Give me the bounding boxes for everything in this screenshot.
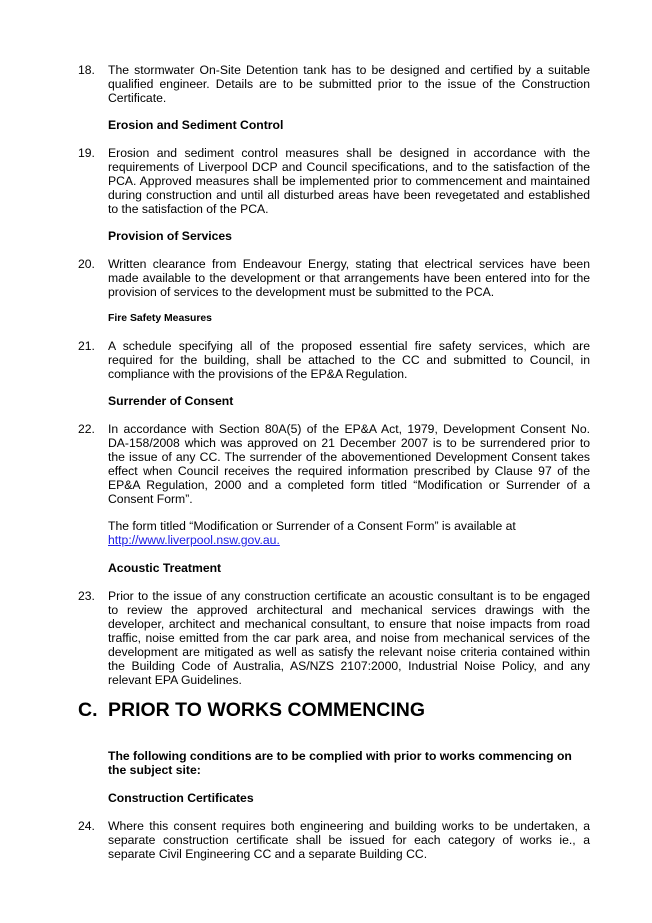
condition-number: 20. [78, 257, 95, 271]
condition-23 [78, 589, 590, 687]
section-title-text: PRIOR TO WORKS COMMENCING [108, 699, 426, 721]
liverpool-link[interactable]: http://www.liverpool.nsw.gov.au. [108, 533, 280, 547]
section-intro: The following conditions are to be complied with prior to works commencing on the subject site: [108, 749, 572, 777]
condition-text: Prior to the issue of any construction certificate an acoustic consultant is to be engaged to review the approved architectural and mechanical services drawings with the developer, architect and mechanical consultant, to ensure that noise impacts from road traffic, noise emitted from the car park area, and noise from mechanical services of the development are mitigated as well as satisfy the relevant noise criteria contained within the Building Code of Australia, AS/NZS 2107:2000, Industrial Noise Policy, and any relevant EPA Guidelines. [108, 589, 590, 687]
condition-19 [78, 146, 590, 216]
section-title [78, 698, 425, 722]
condition-text: Written clearance from Endeavour Energy, stating that electrical services have been made available to the development or that arrangements have been entered into for the provision of services to the development must be submitted to the PCA. [108, 257, 590, 299]
heading-services: Provision of Services [108, 229, 232, 243]
condition-24 [78, 819, 590, 861]
heading-acoustic: Acoustic Treatment [108, 561, 222, 575]
condition-text: The stormwater On-Site Detention tank has to be designed and certified by a suitable qualified engineer. Details are to be submitted prior to the issue of the Construction Certificate. [108, 63, 590, 105]
condition-number: 24. [78, 819, 95, 833]
heading-erosion: Erosion and Sediment Control [108, 118, 284, 132]
condition-21 [78, 339, 590, 381]
heading-construction: Construction Certificates [108, 791, 254, 805]
heading-fire: Fire Safety Measures [108, 313, 212, 324]
condition-text: A schedule specifying all of the proposed essential fire safety services, which are required for the building, shall be attached to the CC and submitted to Council, in compliance with the provisions of the EP&A Regulation. [108, 339, 590, 381]
condition-18 [78, 63, 590, 105]
condition-20 [78, 257, 590, 299]
condition-number: 22. [78, 422, 95, 436]
condition-22 [78, 422, 590, 506]
condition-number: 23. [78, 589, 95, 603]
condition-text: Where this consent requires both engineering and building works to be undertaken, a separate construction certificate shall be issued for each category of works ie., a separate Civil Engineering CC and a separate Building CC. [108, 819, 590, 861]
surrender-note [108, 519, 590, 547]
surrender-note-text: The form titled “Modification or Surrender of a Consent Form” is available at [108, 519, 516, 533]
condition-number: 19. [78, 146, 95, 160]
condition-text: In accordance with Section 80A(5) of the EP&A Act, 1979, Development Consent No. DA-158/2008 which was approved on 21 December 2007 is to be surrendered prior to the issue of any CC. The surrender of the abovementioned Development Consent takes effect when Council receives the required information prescribed by Clause 97 of the EP&A Regulation, 2000 and a completed form titled “Modification or Surrender of a Consent Form”. [108, 422, 590, 506]
condition-number: 18. [78, 63, 95, 77]
condition-text: Erosion and sediment control measures shall be designed in accordance with the requirements of Liverpool DCP and Council specifications, and to the satisfaction of the PCA. Approved measures shall be implemented prior to commencement and maintained during construction and until all disturbed areas have been revegetated and established to the satisfaction of the PCA. [108, 146, 590, 216]
section-letter: C. [78, 699, 98, 721]
heading-surrender: Surrender of Consent [108, 394, 234, 408]
condition-number: 21. [78, 339, 95, 353]
